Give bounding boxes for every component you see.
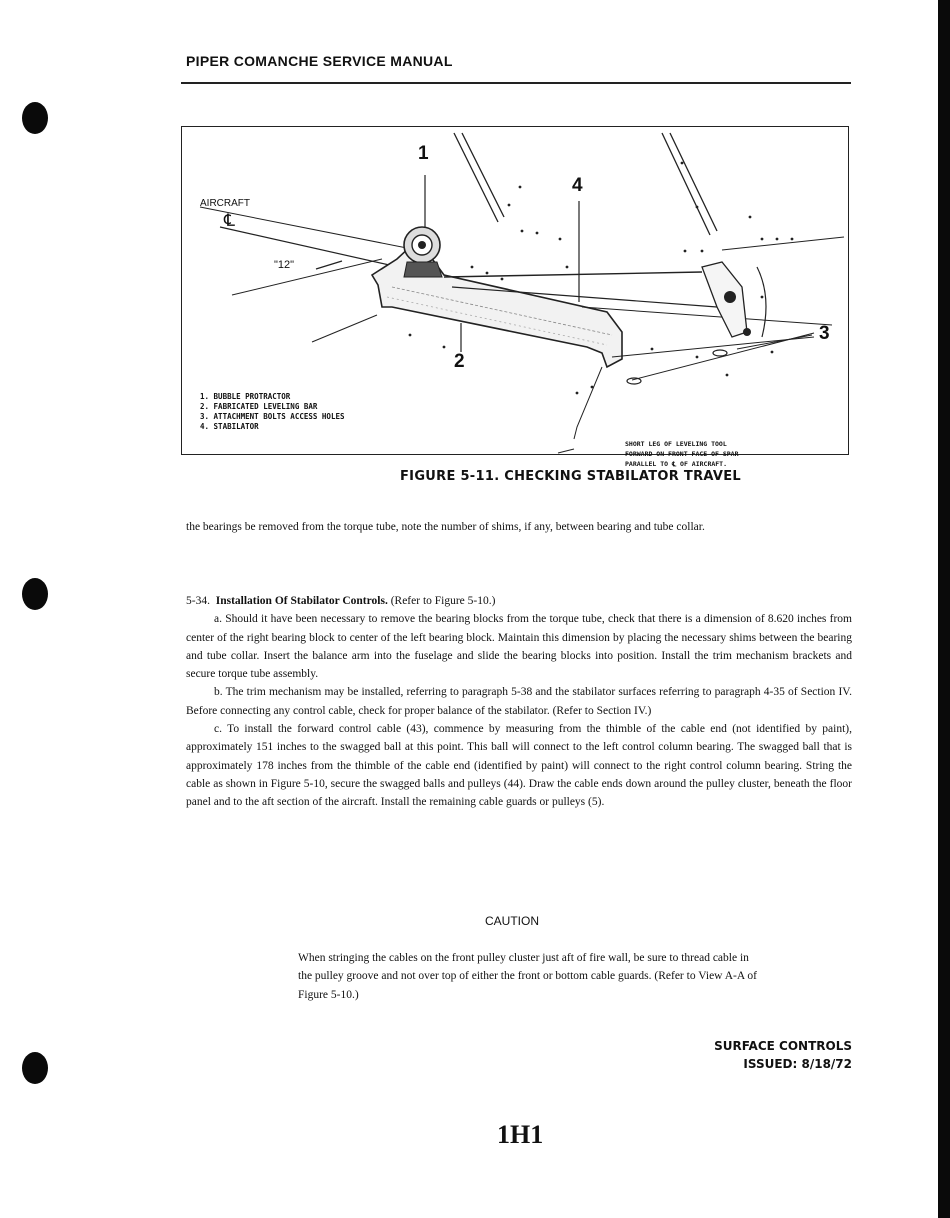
footer-section: SURFACE CONTROLS [714, 1039, 852, 1053]
note-line: PARALLEL TO ℄ OF AIRCRAFT. [625, 460, 728, 468]
legend-item: 4. STABILATOR [200, 422, 259, 431]
paragraph-a: a. Should it have been necessary to remove the bearing blocks from the torque tube, check that there is a dimension of 8.620 inches from center of the right bearing block to center of the left bearing block. Maintain this dimension by placing the necessary shims between the bearing and tube collar. Insert the balance arm into the fuselage and slide the bearing blocks into position. Install the trim mechanism brackets and secure torque tube assembly. [186, 613, 852, 681]
figure-caption: FIGURE 5-11. CHECKING STABILATOR TRAVEL [400, 469, 741, 484]
callout-2: 2 [454, 351, 465, 372]
binder-hole [22, 102, 48, 134]
intro-paragraph [186, 518, 852, 536]
aircraft-label: AIRCRAFT [200, 198, 250, 209]
section-reference: (Refer to Figure 5-10.) [387, 595, 496, 607]
section-number: 5-34. [186, 595, 210, 607]
callout-3: 3 [819, 323, 830, 344]
paragraph-b: b. The trim mechanism may be installed, referring to paragraph 5-38 and the stabilator surfaces referring to paragraph 4-35 of Section IV. Before connecting any control cable, check for proper balance of the stabilator. (Refer to Section IV.) [186, 686, 852, 717]
legend-item: 2. FABRICATED LEVELING BAR [200, 402, 318, 411]
caution-title: CAUTION [485, 914, 539, 928]
binder-hole [22, 1052, 48, 1084]
footer-issued: ISSUED: 8/18/72 [743, 1057, 852, 1071]
callout-4: 4 [572, 175, 583, 196]
binder-hole [22, 578, 48, 610]
figure-5-11 [181, 126, 849, 468]
figure-legend [200, 392, 345, 432]
paragraph-c: c. To install the forward control cable (43), commence by measuring from the thimble of the cable end (not identified by paint), approximately 151 inches to the swagged ball at this point. This ball will connect to the left control column bearing. The swagged ball that is approximately 178 inches from the thimble of the cable end (identified by paint) will connect to the right control column bearing. String the cable as shown in Figure 5-10, secure the swagged balls and pulleys (44). Draw the cable ends down around the pulley cluster, beneath the floor panel and to the aft section of the aircraft. Install the remaining cable guards or pulleys (5). [186, 723, 852, 809]
header-rule [181, 82, 851, 84]
footer-block [714, 1037, 852, 1073]
scan-edge-bar [938, 0, 950, 1218]
intro-text: the bearings be removed from the torque tube, note the number of shims, if any, between bearing and tube collar. [186, 521, 705, 533]
section-5-34 [186, 592, 852, 812]
section-heading [186, 592, 852, 610]
note-line: SHORT LEG OF LEVELING TOOL [625, 440, 727, 448]
dimension-label: "12" [274, 259, 295, 271]
centerline-symbol: ℄ [224, 211, 235, 230]
note-line: FORWARD ON FRONT FACE OF SPAR [625, 450, 739, 458]
callout-1: 1 [418, 143, 429, 164]
section-title: Installation Of Stabilator Controls. [215, 595, 388, 607]
manual-title: PIPER COMANCHE SERVICE MANUAL [186, 53, 453, 69]
figure-note [625, 439, 845, 469]
legend-item: 3. ATTACHMENT BOLTS ACCESS HOLES [200, 412, 345, 421]
legend-item: 1. BUBBLE PROTRACTOR [200, 392, 291, 401]
page-number: 1H1 [497, 1120, 544, 1149]
caution-text: When stringing the cables on the front pulley cluster just aft of fire wall, be sure to thread cable in the pulley groove and not over top of either the front or bottom cable guards. (Refer to View A-A of Figure 5-10.) [298, 952, 757, 1001]
